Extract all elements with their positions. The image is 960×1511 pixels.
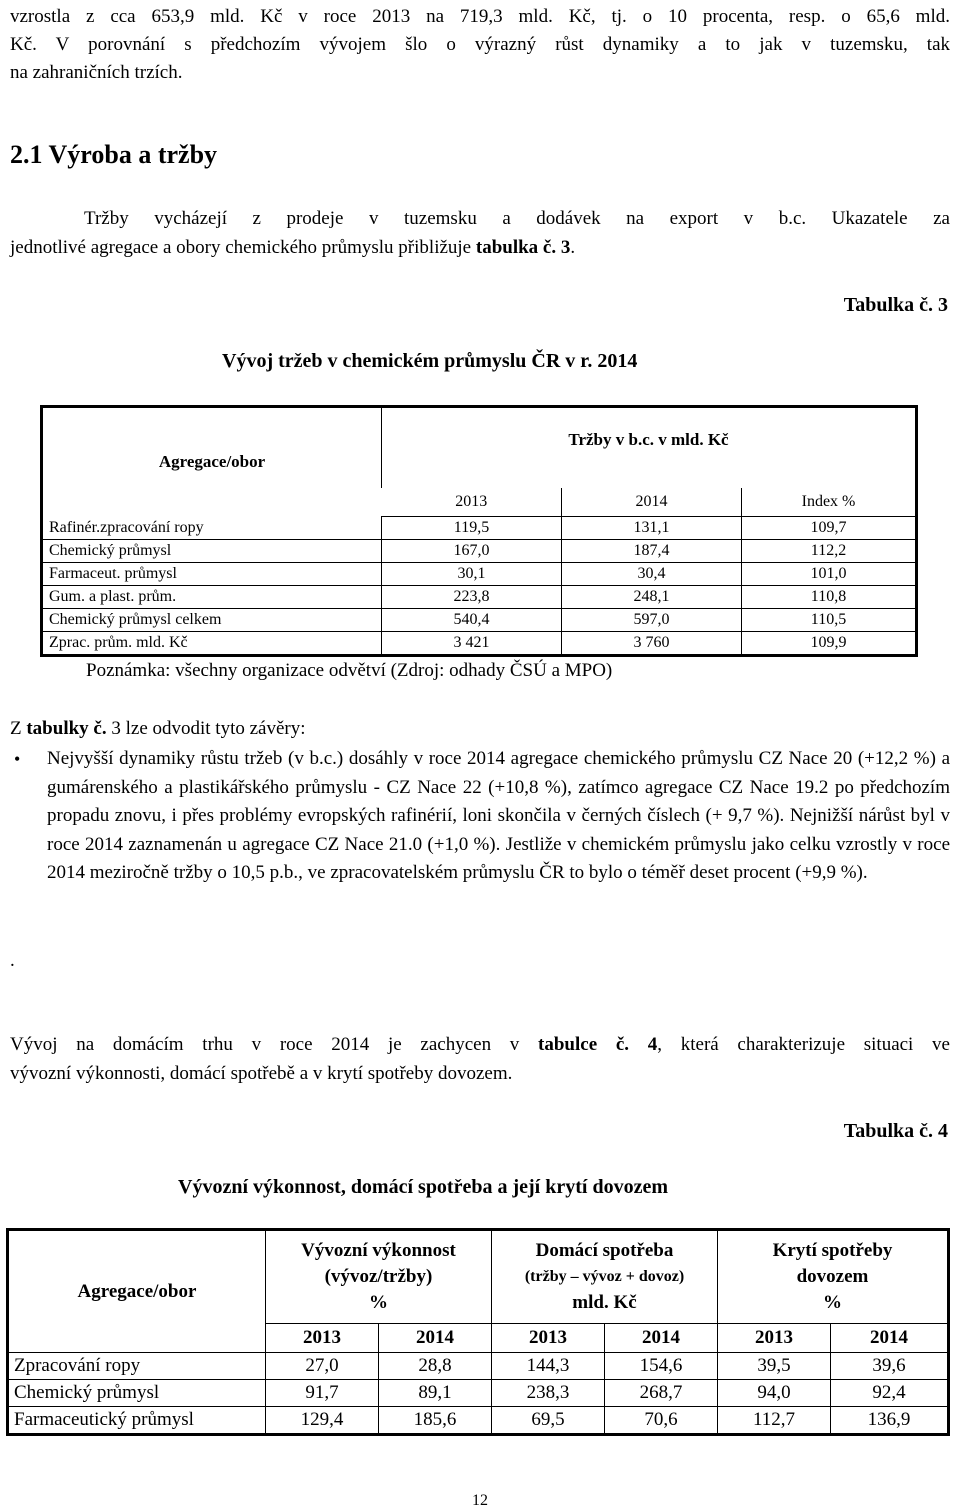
- table-reference: tabulce č. 4: [538, 1034, 658, 1055]
- intro-line-2: Kč. V porovnání s předchozím vývojem šlo o výrazný růst dynamiky a to jak v tuzemsku, tak: [10, 34, 950, 55]
- table-row: Chemický průmysl 91,7 89,1 238,3 268,7 94,0 92,4: [8, 1380, 949, 1407]
- intro-line-3: na zahraničních trzích.: [10, 62, 183, 83]
- stray-dot: .: [10, 950, 15, 971]
- table4-year: 2014: [831, 1324, 949, 1353]
- table3: [40, 405, 918, 657]
- table4-year: 2013: [718, 1324, 831, 1353]
- section-heading: 2.1 Výroba a tržby: [10, 140, 218, 169]
- table-row: Gum. a plast. prům. 223,8 248,1 110,8: [42, 586, 917, 609]
- table3-year: 2014: [562, 488, 742, 517]
- table3-header-aggregation: Agregace/obor: [158, 452, 266, 472]
- section-paragraph-line-2: jednotlivé agregace a obory chemického průmyslu přibližuje tabulka č. 3.: [10, 237, 576, 258]
- table-row: Chemický průmysl celkem 540,4 597,0 110,5: [42, 609, 917, 632]
- table3-header-revenue: Tržby v b.c. v mld. Kč: [382, 407, 917, 489]
- section-paragraph-line-1: Tržby vycházejí z prodeje v tuzemsku a dodávek na export v b.c. Ukazatele za: [84, 208, 950, 229]
- intro-line-1: vzrostla z cca 653,9 mld. Kč v roce 2013 na 719,3 mld. Kč, tj. o 10 procenta, resp. o 65,6 mld.: [10, 6, 950, 27]
- table-row: Farmaceutický průmysl 129,4 185,6 69,5 70,6 112,7 136,9: [8, 1407, 949, 1435]
- paragraph2-line-1: Vývoj na domácím trhu v roce 2014 je zachycen v tabulce č. 4, která charakterizuje situaci ve: [10, 1034, 950, 1055]
- table-row: Chemický průmysl 167,0 187,4 112,2: [42, 540, 917, 563]
- table3-title: Vývoj tržeb v chemickém průmyslu ČR v r. 2014: [222, 350, 638, 372]
- page-number: 12: [472, 1492, 488, 1509]
- table4-header-domestic-consumption: Domácí spotřeba (tržby – vývoz + dovoz) mld. Kč: [492, 1230, 718, 1324]
- table-reference: tabulka č. 3: [475, 237, 571, 258]
- table4-year: 2013: [266, 1324, 379, 1353]
- table4-label: Tabulka č. 4: [843, 1120, 948, 1142]
- table3-year: 2013: [382, 488, 562, 517]
- table4: [6, 1228, 950, 1436]
- paragraph2-line-2: vývozní výkonnosti, domácí spotřebě a v krytí spotřeby dovozem.: [10, 1063, 513, 1084]
- table3-year: Index %: [742, 488, 917, 517]
- table4-header-export-performance: Vývozní výkonnost (vývoz/tržby) %: [266, 1230, 492, 1324]
- conclusions-list: [10, 745, 950, 888]
- table-row: Zpracování ropy 27,0 28,8 144,3 154,6 39,5 39,6: [8, 1353, 949, 1380]
- table4-title: Vývozní výkonnost, domácí spotřeba a její krytí dovozem: [178, 1176, 668, 1198]
- table4-header-aggregation: Agregace/obor: [8, 1230, 266, 1353]
- table-row: Rafinér.zpracování ropy 119,5 131,1 109,7: [42, 517, 917, 540]
- table4-year: 2014: [379, 1324, 492, 1353]
- conclusions-lead: Z tabulky č. 3 lze odvodit tyto závěry:: [10, 718, 306, 739]
- table3-label: Tabulka č. 3: [843, 294, 948, 316]
- table4-header-import-coverage: Krytí spotřeby dovozem %: [718, 1230, 949, 1324]
- list-item: • Nejvyšší dynamiky růstu tržeb (v b.c.) dosáhly v roce 2014 agregace chemického průmyslu CZ Nace 20 (+12,2 %) a gumárenského a plastikářského průmyslu - CZ Nace 22 (+10,8 %), zatímco agregace CZ Nace 19.2 po předchozím propadu znovu, i přes problémy evropských rafinérií, loni skončila v černých číslech (+ 9,7 %). Nejnižší nárůst byl v roce 2014 zaznamenán u agregace CZ Nace 21.0 (+1,0 %). Jestliže v chemickém průmyslu jako celku vzrostly v roce 2014 meziročně tržby o 10,5 p.b., ve zpracovatelském průmyslu ČR to bylo o téměř deset procent (+9,9 %).: [10, 745, 950, 888]
- table4-year: 2014: [605, 1324, 718, 1353]
- table4-year: 2013: [492, 1324, 605, 1353]
- table-row: Zprac. prům. mld. Kč 3 421 3 760 109,9: [42, 632, 917, 656]
- table3-note: Poznámka: všechny organizace odvětví (Zdroj: odhady ČSÚ a MPO): [86, 660, 613, 681]
- table-row: Farmaceut. průmysl 30,1 30,4 101,0: [42, 563, 917, 586]
